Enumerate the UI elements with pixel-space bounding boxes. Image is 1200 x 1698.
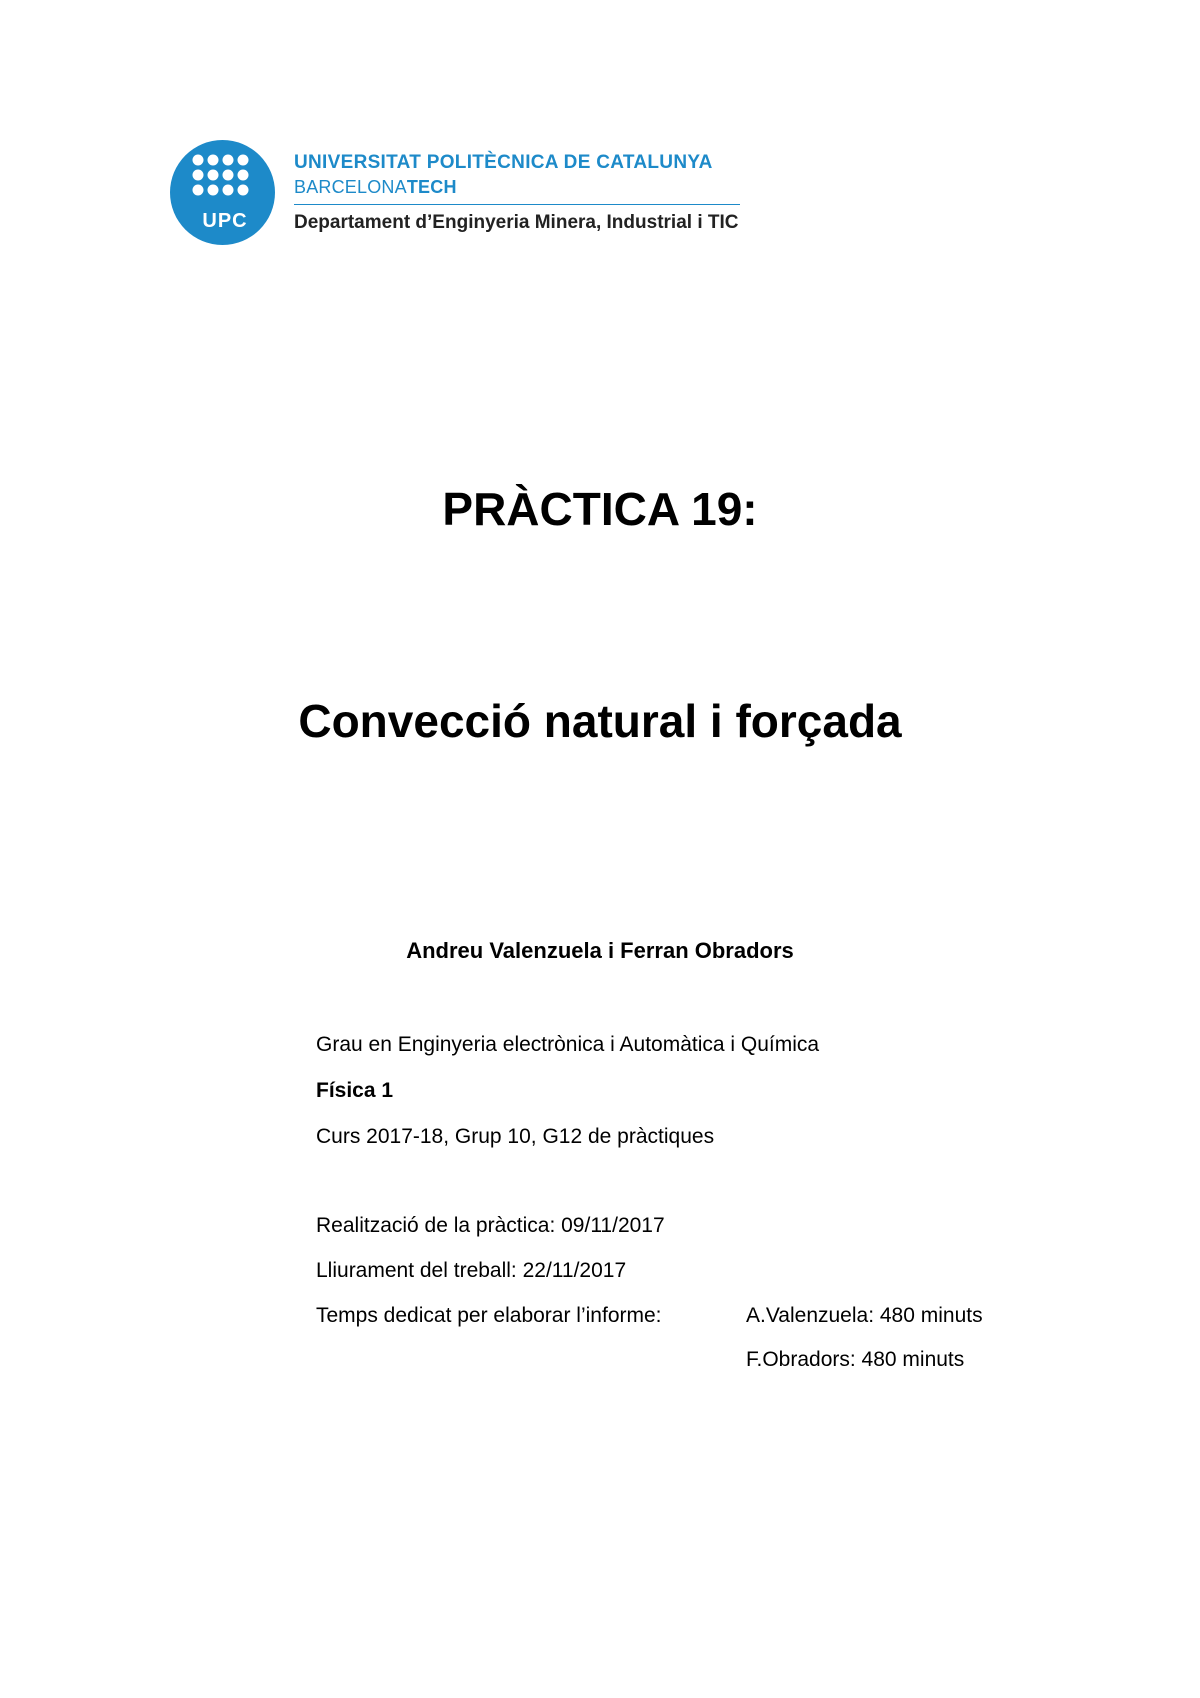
campus-name-bold: TECH [406, 177, 457, 197]
campus-name-light: BARCELONA [294, 177, 407, 197]
time-author-1: A.Valenzuela: 480 minuts [746, 1304, 983, 1327]
time-author-2: F.Obradors: 480 minuts [746, 1348, 965, 1371]
document-title: PRÀCTICA 19: [442, 483, 758, 535]
university-name: UNIVERSITAT POLITÈCNICA DE CATALUNYA [294, 152, 713, 173]
subject: Física 1 [316, 1079, 394, 1102]
course-group: Curs 2017-18, Grup 10, G12 de pràctiques [316, 1125, 715, 1148]
campus-name [294, 177, 457, 198]
delivery-date: Lliurament del treball: 22/11/2017 [316, 1259, 627, 1282]
upc-seal-text: UPC [202, 210, 248, 232]
realization-date: Realització de la pràctica: 09/11/2017 [316, 1214, 665, 1237]
time-label: Temps dedicat per elaborar l’informe: [316, 1304, 662, 1327]
document-subtitle: Convecció natural i forçada [298, 695, 902, 747]
authors: Andreu Valenzuela i Ferran Obradors [406, 938, 794, 963]
department-name: Departament d’Enginyeria Minera, Industrial i TIC [294, 212, 739, 233]
degree: Grau en Enginyeria electrònica i Automàtica i Química [316, 1033, 820, 1056]
header-divider [294, 204, 740, 205]
